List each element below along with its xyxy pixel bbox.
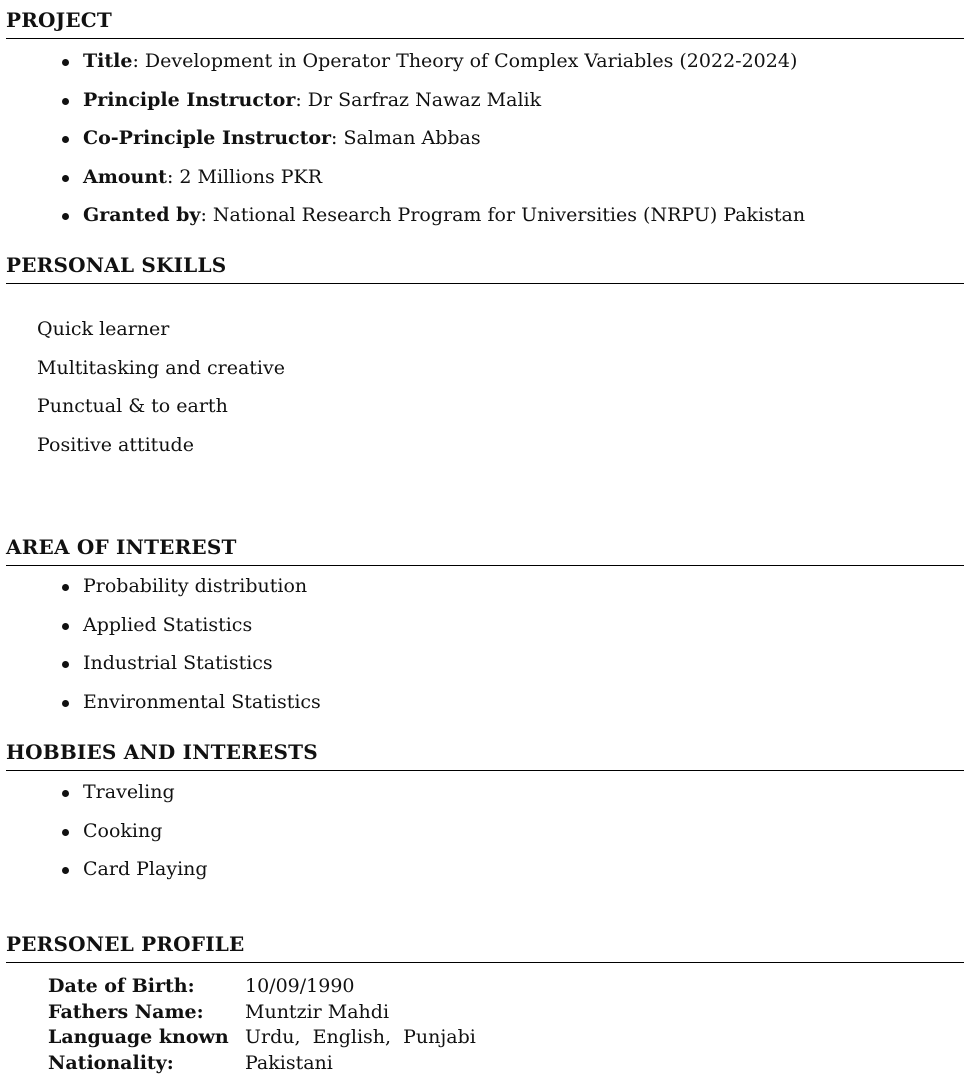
list-item: Punctual & to earth — [37, 395, 228, 417]
profile-value: 10/09/1990 — [245, 975, 355, 997]
hobbies-list — [62, 773, 208, 889]
list-item: Card Playing — [62, 850, 208, 889]
list-item: Industrial Statistics — [62, 644, 321, 683]
table-row — [48, 974, 476, 1000]
item-value: : Development in Operator Theory of Complex Variables (2022-2024) — [132, 50, 798, 72]
profile-key: Fathers Name: — [48, 1000, 204, 1023]
list-item: Cooking — [62, 812, 208, 851]
profile-value: Urdu, English, Punjabi — [245, 1026, 476, 1048]
list-item — [62, 42, 805, 81]
skills-list — [37, 310, 285, 464]
interest-list — [62, 567, 321, 721]
list-item: Positive attitude — [37, 433, 194, 456]
item-key: Title — [83, 50, 133, 72]
list-item: Quick learner — [37, 318, 170, 340]
list-item: Environmental Statistics — [62, 683, 321, 722]
item-value: : National Research Program for Universities (NRPU) Pakistan — [200, 204, 806, 226]
profile-key: Language known — [48, 1026, 229, 1048]
list-item — [62, 81, 805, 120]
item-value: : Dr Sarfraz Nawaz Malik — [295, 88, 542, 111]
item-value: : 2 Millions PKR — [166, 165, 323, 188]
profile-heading: PERSONEL PROFILE — [6, 932, 964, 963]
item-key: Granted by — [83, 204, 201, 226]
list-item: Applied Statistics — [62, 606, 321, 645]
project-heading: PROJECT — [6, 8, 964, 39]
project-list — [62, 42, 805, 235]
list-item: Probability distribution — [62, 567, 321, 606]
list-item: Multitasking and creative — [37, 356, 285, 379]
skills-heading: PERSONAL SKILLS — [6, 253, 964, 284]
hobbies-heading: HOBBIES AND INTERESTS — [6, 740, 964, 771]
profile-value: Pakistani — [245, 1051, 333, 1074]
profile-key: Nationality: — [48, 1051, 174, 1074]
table-row — [48, 1025, 476, 1051]
profile-table — [48, 974, 476, 1076]
item-key: Principle Instructor — [83, 88, 296, 111]
list-item: Traveling — [62, 773, 208, 812]
interest-heading: AREA OF INTEREST — [6, 535, 964, 566]
profile-key: Date of Birth: — [48, 975, 195, 997]
list-item — [62, 196, 805, 235]
item-key: Co-Principle Instructor — [83, 127, 332, 149]
list-item — [62, 158, 805, 197]
list-item — [62, 119, 805, 158]
item-value: : Salman Abbas — [331, 127, 481, 149]
profile-value: Muntzir Mahdi — [245, 1000, 390, 1023]
table-row — [48, 1051, 476, 1077]
item-key: Amount — [83, 165, 167, 188]
table-row — [48, 1000, 476, 1026]
